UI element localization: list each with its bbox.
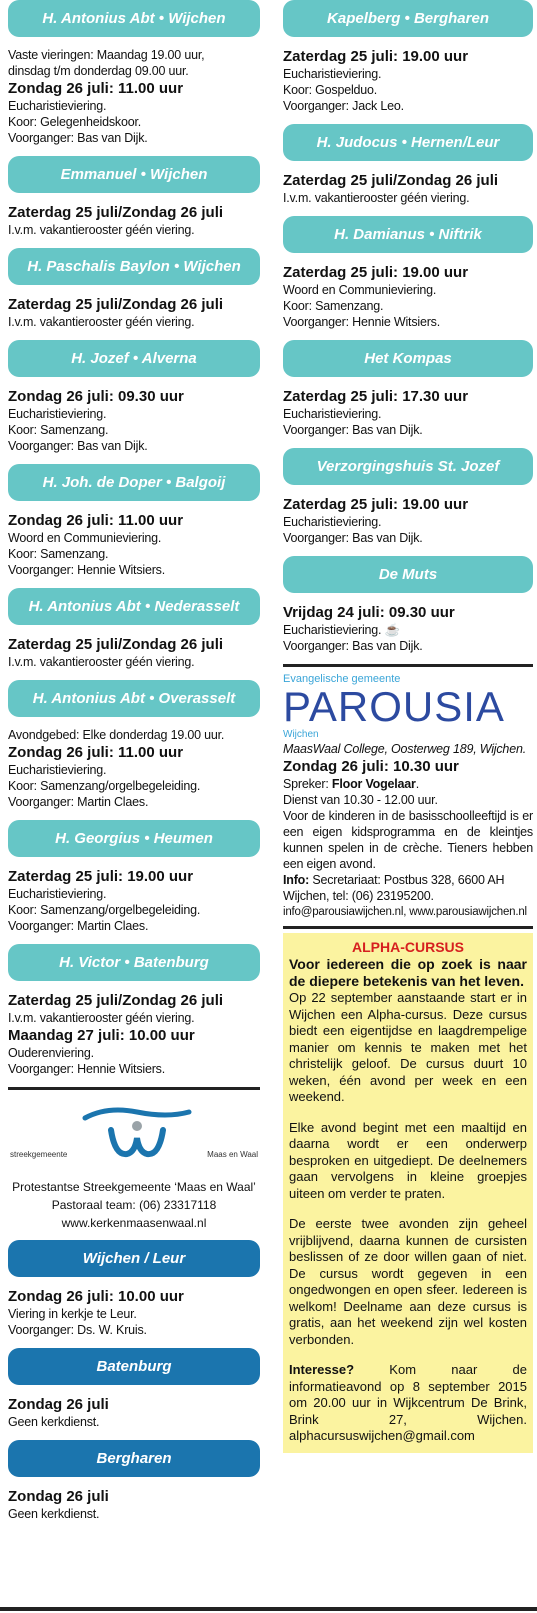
service-date: Zaterdag 25 juli/Zondag 26 juli xyxy=(8,992,224,1009)
parousia-contact-links[interactable]: info@parousiawijchen.nl, www.parousiawijchen.nl xyxy=(283,906,527,918)
parousia-times: Dienst van 10.30 - 12.00 uur. xyxy=(283,793,438,807)
service-info xyxy=(8,511,260,578)
service-detail: Eucharistieviering. xyxy=(283,515,382,529)
service-block xyxy=(8,944,260,1077)
service-detail: Koor: Samenzang/orgelbegeleiding. xyxy=(8,903,201,917)
service-info xyxy=(8,867,260,934)
service-detail: Ouderenviering. xyxy=(8,1046,94,1060)
pks-logo-area xyxy=(8,1096,260,1178)
service-date: Zaterdag 25 juli: 19.00 uur xyxy=(283,48,469,65)
service-detail: Koor: Samenzang. xyxy=(283,299,384,313)
service-block xyxy=(8,464,260,578)
service-detail: Avondgebed: Elke donderdag 19.00 uur. xyxy=(8,728,225,742)
service-date: Zaterdag 25 juli: 19.00 uur xyxy=(8,868,194,885)
service-info xyxy=(8,1487,260,1522)
service-info xyxy=(8,635,260,670)
service-detail: Voorganger: Bas van Dijk. xyxy=(8,439,148,453)
service-block xyxy=(8,680,260,810)
service-detail: Geen kerkdienst. xyxy=(8,1415,100,1429)
church-heading: H. Damianus • Niftrik xyxy=(283,216,533,253)
alpha-paragraph-3: De eerste twee avonden zijn geheel vrijblijvend, daarna kunnen de cursisten beslissen of ze door willen gaan of niet. De cursus wordt gegeven in een ongedwongen en open sfeer. Iedereen is welkom! Deelname aan deze cursus is gratis, aan het weekend zijn wel kosten verbonden. xyxy=(289,1216,527,1347)
service-info xyxy=(8,1395,260,1430)
service-detail: Koor: Gospelduo. xyxy=(283,83,378,97)
alpha-title: ALPHA-CURSUS xyxy=(352,939,464,955)
parousia-small-heading: Evangelische gemeente xyxy=(283,673,401,685)
church-heading: H. Jozef • Alverna xyxy=(8,340,260,377)
service-detail: Eucharistieviering. ☕ xyxy=(283,623,400,637)
pks-phone: Pastoraal team: (06) 23317118 xyxy=(51,1198,217,1212)
section-divider xyxy=(283,926,533,929)
service-detail: Eucharistieviering. xyxy=(283,407,382,421)
service-info xyxy=(8,727,260,810)
pks-website-link[interactable]: www.kerkenmaasenwaal.nl xyxy=(61,1216,207,1230)
service-block xyxy=(283,340,533,438)
service-date: Zaterdag 25 juli/Zondag 26 juli xyxy=(283,172,499,189)
alpha-paragraph-4: Interesse? Kom naar de informatieavond op 8 september 2015 om 20.00 uur in Wijkcentrum De Brink, Brink 27, Wijchen. alphacursuswijchen@gmail.com xyxy=(289,1362,527,1443)
service-detail: Koor: Gelegenheidskoor. xyxy=(8,115,141,129)
parousia-section xyxy=(283,673,533,920)
service-date: Zaterdag 25 juli: 19.00 uur xyxy=(283,496,469,513)
service-date: Vrijdag 24 juli: 09.30 uur xyxy=(283,604,455,621)
church-heading: Bergharen xyxy=(8,1440,260,1477)
service-block xyxy=(8,1240,260,1338)
service-detail: Voorganger: Martin Claes. xyxy=(8,919,149,933)
service-date: Zondag 26 juli xyxy=(8,1396,109,1413)
pks-service-list xyxy=(8,1240,260,1522)
service-detail: Eucharistieviering. xyxy=(8,99,107,113)
service-detail: Eucharistieviering. xyxy=(8,763,107,777)
church-heading: Emmanuel • Wijchen xyxy=(8,156,260,193)
right-column xyxy=(283,0,533,1453)
church-heading: H. Antonius Abt • Wijchen xyxy=(8,0,260,37)
pks-logo-right-text: Maas en Waal xyxy=(207,1150,258,1159)
service-block xyxy=(283,124,533,206)
service-info xyxy=(8,47,260,146)
service-block xyxy=(8,156,260,238)
alpha-course-box xyxy=(283,933,533,1453)
parousia-speaker: Spreker: Floor Vogelaar. xyxy=(283,777,419,791)
parousia-location: MaasWaal College, Oosterweg 189, Wijchen. xyxy=(283,742,526,756)
service-date: Zondag 26 juli xyxy=(8,1488,109,1505)
service-info xyxy=(283,603,533,654)
service-detail: Voorganger: Hennie Witsiers. xyxy=(283,315,440,329)
parousia-date: Zondag 26 juli: 10.30 uur xyxy=(283,758,459,775)
service-detail: I.v.m. vakantierooster géén viering. xyxy=(8,655,195,669)
service-date: Zondag 26 juli: 11.00 uur xyxy=(8,80,184,97)
service-info xyxy=(283,47,533,114)
left-column xyxy=(8,0,260,1532)
church-heading: Het Kompas xyxy=(283,340,533,377)
service-detail: Voorganger: Jack Leo. xyxy=(283,99,404,113)
alpha-paragraph-1: Op 22 september aanstaande start er in Wijchen een Alpha-cursus. Deze cursus biedt een eigentijdse en laagdrempelige manier om kennis te maken met het christelijk geloof. De cursus duurt 10 weken, één avond per week en een weekend. xyxy=(289,990,527,1104)
service-detail: Vaste vieringen: Maandag 19.00 uur, xyxy=(8,48,205,62)
church-heading: H. Antonius Abt • Nederasselt xyxy=(8,588,260,625)
service-detail: Voorganger: Bas van Dijk. xyxy=(283,531,423,545)
church-heading: De Muts xyxy=(283,556,533,593)
service-block xyxy=(8,0,260,146)
service-detail: Voorganger: Bas van Dijk. xyxy=(8,131,148,145)
service-detail: I.v.m. vakantierooster géén viering. xyxy=(283,191,470,205)
church-heading: H. Georgius • Heumen xyxy=(8,820,260,857)
service-detail: Eucharistieviering. xyxy=(8,887,107,901)
church-heading: H. Judocus • Hernen/Leur xyxy=(283,124,533,161)
service-detail: I.v.m. vakantierooster géén viering. xyxy=(8,223,195,237)
service-detail: Geen kerkdienst. xyxy=(8,1507,100,1521)
service-date: Zaterdag 25 juli/Zondag 26 juli xyxy=(8,636,224,653)
service-block xyxy=(283,448,533,546)
service-info xyxy=(8,991,260,1077)
section-divider xyxy=(8,1087,260,1090)
pks-logo-left-text: streekgemeente xyxy=(10,1150,68,1159)
parousia-kids: Voor de kinderen in de basisschoolleeftijd is er een eigen kidsprogramma en de kleintjes kunnen spelen in de crèche. Tieners hebben een eigen avond. xyxy=(283,809,533,871)
section-divider xyxy=(283,664,533,667)
service-date: Maandag 27 juli: 10.00 uur xyxy=(8,1027,195,1044)
service-date: Zaterdag 25 juli: 19.00 uur xyxy=(283,264,469,281)
service-info xyxy=(8,295,260,330)
service-info xyxy=(283,263,533,330)
parousia-logo-title: PAROUSIA xyxy=(283,683,505,730)
service-block xyxy=(8,588,260,670)
service-detail: Voorganger: Bas van Dijk. xyxy=(283,639,423,653)
service-detail: Voorganger: Ds. W. Kruis. xyxy=(8,1323,147,1337)
alpha-paragraph-2: Elke avond begint met een maaltijd en daarna wordt er een onderwerp besproken en uitgediept. De deelnemers gaan vervolgens in kleine groepjes uiteen om verder te praten. xyxy=(289,1119,527,1201)
church-heading: H. Joh. de Doper • Balgoij xyxy=(8,464,260,501)
service-detail: dinsdag t/m donderdag 09.00 uur. xyxy=(8,64,189,78)
service-block xyxy=(8,248,260,330)
pks-contact xyxy=(8,1178,260,1232)
service-detail: Eucharistieviering. xyxy=(283,67,382,81)
service-detail: Voorganger: Martin Claes. xyxy=(8,795,149,809)
pks-mw-logo-icon xyxy=(77,1104,197,1160)
service-date: Zondag 26 juli: 11.00 uur xyxy=(8,512,184,529)
church-heading: H. Antonius Abt • Overasselt xyxy=(8,680,260,717)
service-detail: Voorganger: Bas van Dijk. xyxy=(283,423,423,437)
service-block xyxy=(8,820,260,934)
service-block xyxy=(283,0,533,114)
pks-name: Protestantse Streekgemeente ‘Maas en Waal’ xyxy=(12,1180,256,1194)
page-bottom-rule xyxy=(0,1607,537,1611)
service-detail: Koor: Samenzang. xyxy=(8,423,109,437)
service-date: Zaterdag 25 juli/Zondag 26 juli xyxy=(8,204,224,221)
church-heading: Verzorgingshuis St. Jozef xyxy=(283,448,533,485)
service-block xyxy=(8,340,260,454)
service-detail: Koor: Samenzang/orgelbegeleiding. xyxy=(8,779,201,793)
service-info xyxy=(8,387,260,454)
service-info xyxy=(8,203,260,238)
service-date: Zondag 26 juli: 09.30 uur xyxy=(8,388,184,405)
service-detail: Eucharistieviering. xyxy=(8,407,107,421)
service-detail: Voorganger: Hennie Witsiers. xyxy=(8,563,165,577)
parousia-subheading: Wijchen xyxy=(283,729,319,740)
pks-logo xyxy=(8,1104,260,1160)
service-date: Zaterdag 25 juli: 17.30 uur xyxy=(283,388,469,405)
church-heading: Batenburg xyxy=(8,1348,260,1385)
service-detail: Viering in kerkje te Leur. xyxy=(8,1307,137,1321)
service-detail: I.v.m. vakantierooster géén viering. xyxy=(8,315,195,329)
parousia-info: Info: Secretariaat: Postbus 328, 6600 AH Wijchen, tel: (06) 23195200. xyxy=(283,873,505,903)
service-detail: I.v.m. vakantierooster géén viering. xyxy=(8,1011,195,1025)
service-info xyxy=(283,495,533,546)
parish-list-right xyxy=(283,0,533,654)
service-detail: Woord en Communieviering. xyxy=(283,283,437,297)
church-heading: Kapelberg • Bergharen xyxy=(283,0,533,37)
church-heading: Wijchen / Leur xyxy=(8,1240,260,1277)
service-info xyxy=(283,171,533,206)
church-heading: H. Victor • Batenburg xyxy=(8,944,260,981)
parish-list-left xyxy=(8,0,260,1077)
service-detail: Koor: Samenzang. xyxy=(8,547,109,561)
service-date: Zondag 26 juli: 11.00 uur xyxy=(8,744,184,761)
service-detail: Woord en Communieviering. xyxy=(8,531,162,545)
service-detail: Voorganger: Hennie Witsiers. xyxy=(8,1062,165,1076)
service-block xyxy=(283,216,533,330)
service-block xyxy=(8,1440,260,1522)
church-heading: H. Paschalis Baylon • Wijchen xyxy=(8,248,260,285)
service-date: Zondag 26 juli: 10.00 uur xyxy=(8,1288,184,1305)
service-info xyxy=(8,1287,260,1338)
service-date: Zaterdag 25 juli/Zondag 26 juli xyxy=(8,296,224,313)
service-block xyxy=(8,1348,260,1430)
service-info xyxy=(283,387,533,438)
service-block xyxy=(283,556,533,654)
alpha-lead: Voor iedereen die op zoek is naar de diepere betekenis van het leven. xyxy=(289,956,527,989)
